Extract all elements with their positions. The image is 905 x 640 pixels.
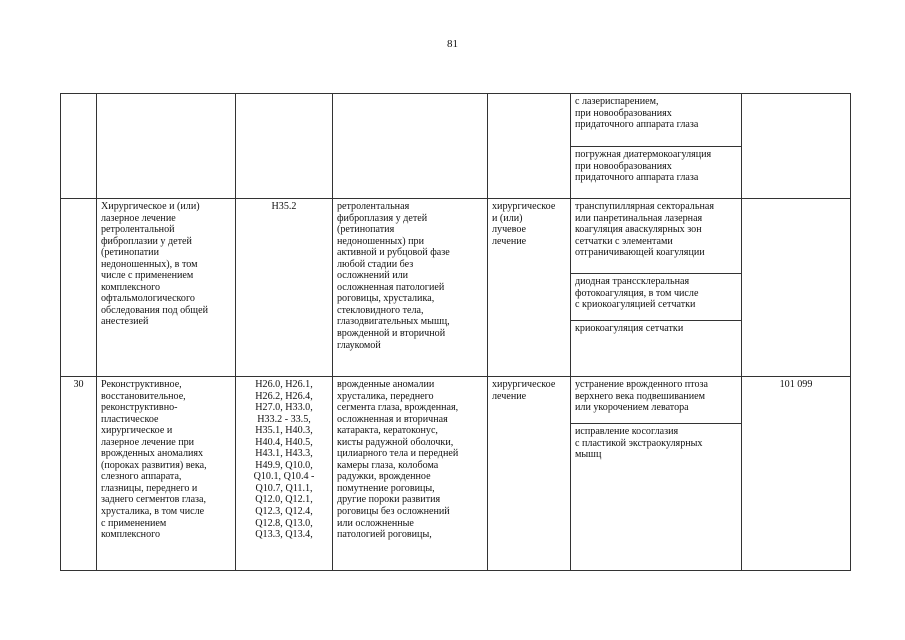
- treatment-type-cell: хирургическое лечение: [488, 377, 571, 571]
- icd-codes-cell: H26.0, H26.1, H26.2, H26.4, H27.0, H33.0, H33.2 - 33.5, H35.1, H40.3, H40.4, H40.5, H43.1, H43.3, H49.9, Q10.0, Q10.1, Q10.4 - Q10.7, Q11.1, Q12.0, Q12.1, Q12.3, Q12.4, Q12.8, Q13.0, Q13.3, Q13.4,: [236, 377, 333, 571]
- table-row: [61, 377, 851, 571]
- treatment-method: с лазериспарением, при новообразованиях придаточного аппарата глаза: [571, 94, 741, 147]
- care-type-cell: Хирургическое и (или) лазерное лечение ретролентальной фиброплазии у детей (ретинопатии недоношенных), в том числе с применением комплексного офтальмологического обследования под общей анестезией: [97, 199, 236, 377]
- treatment-method: криокоагуляция сетчатки: [575, 323, 684, 334]
- treatment-methods-cell: [571, 199, 742, 377]
- treatment-method: исправление косоглазия с пластикой экстраокулярных мышц: [575, 426, 703, 461]
- treatment-methods-cell: [571, 94, 742, 199]
- page-number: 81: [447, 38, 458, 50]
- treatment-method: погружная диатермокоагуляция при новообразованиях придаточного аппарата глаза: [575, 149, 712, 184]
- treatment-method: диодная транссклеральная фотокоагуляция, в том числе с криокоагуляцией сетчатки: [571, 274, 741, 321]
- patient-model-cell: врожденные аномалии хрусталика, переднего сегмента глаза, врожденная, осложненная и вторичная катаракта, кератоконус, кисты радужной оболочки, цилиарного тела и передней камеры глаза, колобома радужки, врожденное помутнение роговицы, другие пороки развития роговицы без осложнений или осложненные патологией роговицы,: [333, 377, 488, 571]
- table-row: [61, 199, 851, 377]
- row-number-cell: 30: [61, 377, 97, 571]
- patient-model-cell: [333, 94, 488, 199]
- treatment-method: устранение врожденного птоза верхнего века подвешиванием или укорочением леватора: [571, 377, 741, 424]
- care-type-cell: Реконструктивное, восстановительное, реконструктивно- пластическое хирургическое и лазерное лечение при врожденных аномалиях (пороках развития) века, слезного аппарата, глазницы, переднего и заднего сегментов глаза, хрусталика, в том числе с применением комплексного: [97, 377, 236, 571]
- procedures-table: [60, 93, 851, 571]
- cost-cell: [742, 199, 851, 377]
- row-number-cell: [61, 199, 97, 377]
- treatment-type-cell: [488, 94, 571, 199]
- treatment-type-cell: хирургическое и (или) лучевое лечение: [488, 199, 571, 377]
- cost-cell: 101 099: [742, 377, 851, 571]
- care-type-cell: [97, 94, 236, 199]
- treatment-methods-cell: [571, 377, 742, 571]
- icd-codes-cell: [236, 94, 333, 199]
- icd-codes-cell: H35.2: [236, 199, 333, 377]
- treatment-method: транспупиллярная секторальная или панретинальная лазерная коагуляция аваскулярных зон сетчатки с элементами отграничивающей коагуляции: [571, 199, 741, 274]
- row-number-cell: [61, 94, 97, 199]
- table-row: [61, 94, 851, 199]
- patient-model-cell: ретролентальная фиброплазия у детей (ретинопатия недоношенных) при активной и рубцовой фазе любой стадии без осложнений или осложненная патологией роговицы, хрусталика, стекловидного тела, глазодвигательных мышц, врожденной и вторичной глаукомой: [333, 199, 488, 377]
- cost-cell: [742, 94, 851, 199]
